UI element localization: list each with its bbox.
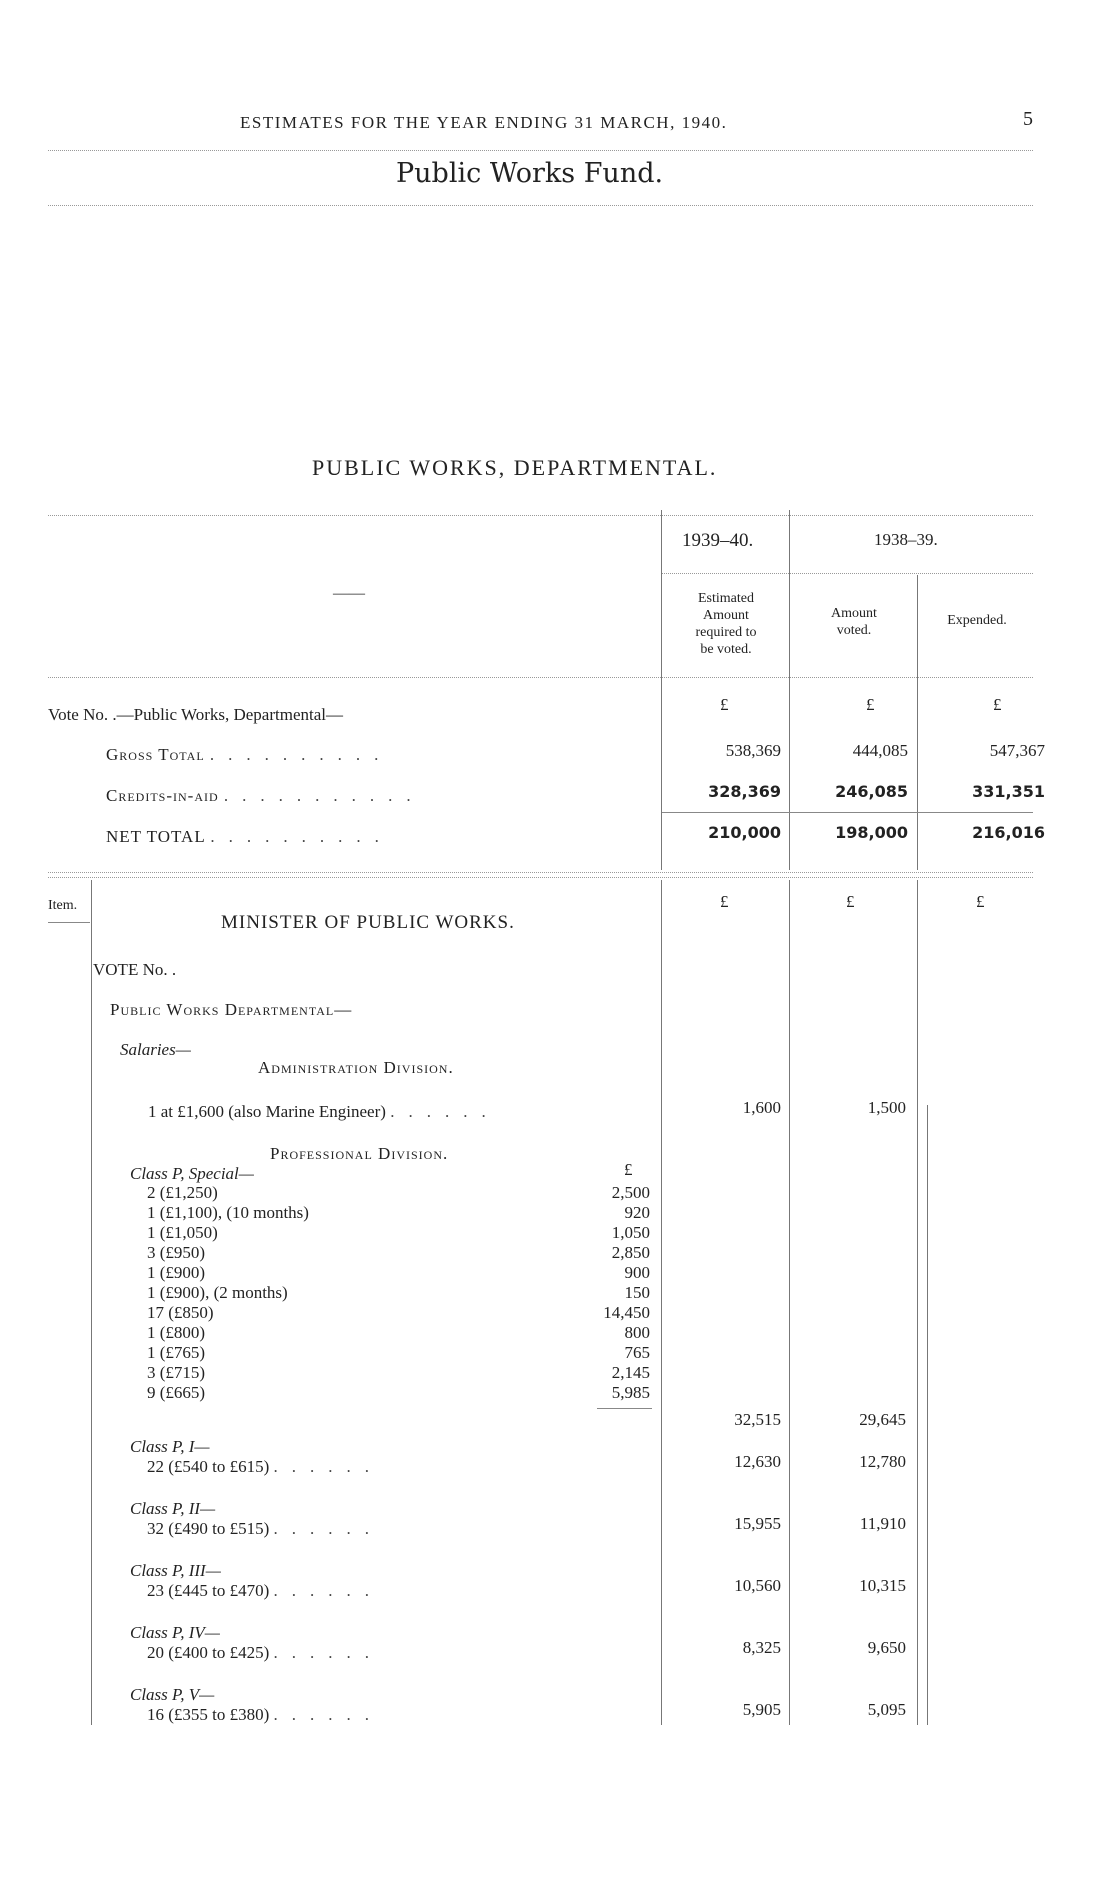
vote-label: Vote No. .—Public Works, Departmental—	[48, 705, 343, 724]
vote-no: VOTE No. .	[93, 960, 177, 979]
row-gross-est: 538,369	[725, 741, 781, 760]
currency-expended: £	[993, 695, 1002, 714]
class-p1-voted: 12,780	[859, 1452, 906, 1471]
dept-heading: Public Works Departmental—	[110, 1000, 353, 1019]
fund-title: Public Works Fund.	[396, 158, 664, 189]
items-currency-voted: £	[846, 892, 855, 911]
col-header-1938: 1938–39.	[874, 530, 938, 549]
list-item-amount: 14,450	[603, 1303, 650, 1322]
item-col-divider	[91, 880, 92, 1725]
class-p5-heading: Class P, V—	[130, 1685, 215, 1704]
list-item-amount: 2,500	[611, 1183, 650, 1202]
class-p5-voted: 5,095	[867, 1700, 906, 1719]
header-dash: ——	[333, 585, 365, 602]
net-total-rule	[662, 812, 1033, 813]
row-net-est: 210,000	[708, 823, 781, 842]
items-currency-expended: £	[976, 892, 985, 911]
list-item: 17 (£850)	[147, 1303, 214, 1322]
admin-line-voted: 1,500	[867, 1098, 906, 1117]
row-label-credits: Credits-in-aid ...........	[106, 786, 425, 805]
currency-voted: £	[866, 695, 875, 714]
col-divider-2	[789, 510, 790, 870]
summary-bottom-rule-2	[48, 877, 1033, 878]
class-p1-est: 12,630	[734, 1452, 781, 1471]
admin-line-est: 1,600	[742, 1098, 781, 1117]
list-item: 9 (£665)	[147, 1383, 206, 1402]
class-p3-heading: Class P, III—	[130, 1561, 221, 1580]
bracket-line	[927, 1105, 928, 1725]
list-item: 1 (£765)	[147, 1343, 206, 1362]
page-number: 5	[1023, 108, 1033, 130]
admin-division-heading: Administration Division.	[258, 1058, 454, 1077]
section-title: PUBLIC WORKS, DEPARTMENTAL.	[312, 455, 718, 480]
items-currency-est: £	[720, 892, 729, 911]
class-p1-label: 22 (£540 to £615) ......	[147, 1457, 384, 1476]
list-item-amount: 5,985	[611, 1383, 650, 1402]
list-item-amount: 1,050	[611, 1223, 650, 1242]
class-p3-est: 10,560	[734, 1576, 781, 1595]
item-label: Item.	[48, 898, 78, 913]
col-header-estimated: Estimated Amount required to be voted.	[695, 591, 757, 657]
minister-heading: MINISTER OF PUBLIC WORKS.	[221, 912, 515, 933]
class-special-heading: Class P, Special—	[130, 1164, 254, 1183]
class-special-voted: 29,645	[859, 1410, 906, 1429]
list-item-amount: 150	[624, 1283, 650, 1302]
list-item: 1 (£1,050)	[147, 1223, 218, 1242]
page-header-title: ESTIMATES FOR THE YEAR ENDING 31 MARCH, 1940.	[240, 113, 728, 132]
items-col-divider-2	[789, 880, 790, 1725]
class-p2-voted: 11,910	[859, 1514, 906, 1533]
class-p4-label: 20 (£400 to £425) ......	[147, 1643, 384, 1662]
fund-rule	[48, 205, 1033, 206]
subheader-rule	[662, 573, 1033, 574]
class-p1-heading: Class P, I—	[130, 1437, 210, 1456]
class-p5-label: 16 (£355 to £380) ......	[147, 1705, 384, 1724]
summary-bottom-rule-1	[48, 872, 1033, 873]
class-special-est: 32,515	[734, 1410, 781, 1429]
class-p4-voted: 9,650	[867, 1638, 906, 1657]
class-p3-voted: 10,315	[859, 1576, 906, 1595]
list-item-amount: 800	[624, 1323, 650, 1342]
list-item: 2 (£1,250)	[147, 1183, 218, 1202]
row-label-gross: Gross Total ..........	[106, 745, 393, 764]
col-header-expended: Expended.	[947, 613, 1007, 628]
class-p2-heading: Class P, II—	[130, 1499, 216, 1518]
class-special-currency: £	[624, 1160, 633, 1179]
prof-division-heading: Professional Division.	[270, 1144, 449, 1163]
admin-line-label: 1 at £1,600 (also Marine Engineer) ......	[148, 1102, 500, 1121]
class-p3-label: 23 (£445 to £470) ......	[147, 1581, 384, 1600]
col-header-1939: 1939–40.	[682, 530, 754, 551]
class-p4-heading: Class P, IV—	[130, 1623, 220, 1642]
col-header-voted: Amount voted.	[831, 606, 877, 638]
class-p4-est: 8,325	[742, 1638, 781, 1657]
row-label-net: NET TOTAL ..........	[106, 827, 393, 846]
list-item: 1 (£1,100), (10 months)	[147, 1203, 309, 1222]
row-gross-voted: 444,085	[852, 741, 908, 760]
row-credits-est: 328,369	[708, 782, 781, 801]
item-label-rule	[48, 922, 90, 923]
col-divider-1	[661, 510, 662, 870]
header-rule	[48, 150, 1033, 151]
class-special-subtotal-rule	[597, 1408, 652, 1409]
col-divider-3	[917, 575, 918, 870]
class-p5-est: 5,905	[742, 1700, 781, 1719]
list-item: 1 (£800)	[147, 1323, 206, 1342]
list-item-amount: 920	[624, 1203, 650, 1222]
row-net-voted: 198,000	[835, 823, 908, 842]
list-item-amount: 2,850	[611, 1243, 650, 1262]
row-credits-expended: 331,351	[972, 782, 1045, 801]
items-col-divider-3	[917, 880, 918, 1725]
list-item-amount: 765	[624, 1343, 650, 1362]
items-col-divider-1	[661, 880, 662, 1725]
class-p2-label: 32 (£490 to £515) ......	[147, 1519, 384, 1538]
row-credits-voted: 246,085	[835, 782, 908, 801]
list-item: 3 (£715)	[147, 1363, 206, 1382]
list-item: 1 (£900), (2 months)	[147, 1283, 288, 1302]
class-p2-est: 15,955	[734, 1514, 781, 1533]
salaries-heading: Salaries—	[120, 1040, 191, 1059]
currency-est: £	[720, 695, 729, 714]
row-gross-expended: 547,367	[989, 741, 1045, 760]
list-item-amount: 2,145	[611, 1363, 650, 1382]
row-net-expended: 216,016	[972, 823, 1045, 842]
list-item-amount: 900	[624, 1263, 650, 1282]
list-item: 1 (£900)	[147, 1263, 206, 1282]
summary-top-rule	[48, 515, 1033, 516]
list-item: 3 (£950)	[147, 1243, 206, 1262]
header-bottom-rule	[48, 677, 1033, 678]
